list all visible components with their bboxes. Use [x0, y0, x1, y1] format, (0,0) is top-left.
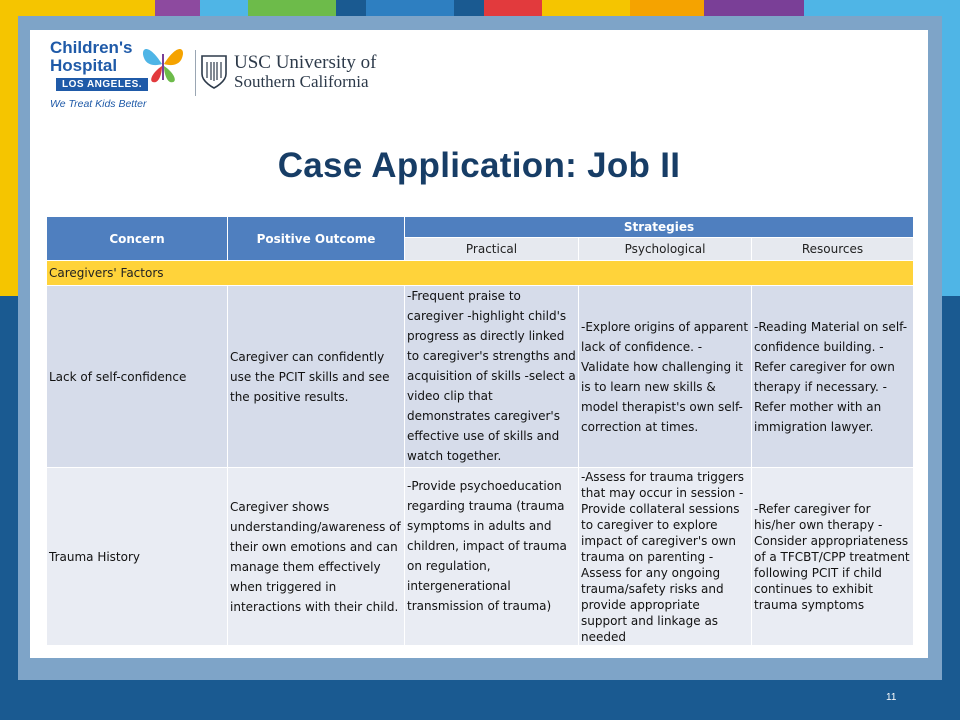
usc-logo	[200, 52, 400, 102]
cell-concern: Lack of self-confidence	[47, 286, 228, 468]
butterfly-icon	[138, 40, 188, 86]
slide-title: Case Application: Job II	[277, 146, 681, 185]
cell-practical: -Frequent praise to caregiver -highlight child's progress as directly linked to caregiver's strengths and acquisition of skills -select a video clip that demonstrates caregiver's effective use of skills and watch together.	[405, 286, 579, 468]
logo-divider	[195, 50, 196, 96]
usc-seal-icon	[200, 54, 228, 90]
usc-name-line2: Southern California	[234, 72, 369, 91]
chla-name-line2: Hospital	[50, 56, 118, 75]
left-accent-bar	[0, 16, 18, 296]
header-positive-outcome: Positive Outcome	[228, 217, 405, 261]
header-resources: Resources	[752, 238, 914, 261]
cell-outcome: Caregiver shows understanding/awareness of their own emotions and can manage them effectively when triggered in interactions with their child.	[228, 468, 405, 646]
header-psychological: Psychological	[579, 238, 752, 261]
chla-tagline: We Treat Kids Better	[50, 98, 147, 110]
chla-logo	[50, 36, 190, 116]
cell-concern: Trauma History	[47, 468, 228, 646]
header-concern: Concern	[47, 217, 228, 261]
cell-resources: -Refer caregiver for his/her own therapy -Consider appropriateness of a TFCBT/CPP treatment following PCIT if child continues to exhibit trauma symptoms	[752, 468, 914, 646]
cell-psychological: -Explore origins of apparent lack of confidence. -Validate how challenging it is to learn new skills & model therapist's own self-correction at times.	[579, 286, 752, 468]
cell-outcome: Caregiver can confidently use the PCIT skills and see the positive results.	[228, 286, 405, 468]
case-table	[46, 216, 914, 646]
header-practical: Practical	[405, 238, 579, 261]
page-number: 11	[886, 692, 897, 703]
table-row	[47, 286, 914, 468]
cell-psychological: -Assess for trauma triggers that may occur in session -Provide collateral sessions to caregiver to explore impact of caregiver's own trauma on parenting -Assess for any ongoing trauma/safety risks and provide appropriate support and linkage as needed	[579, 468, 752, 646]
usc-name-line1: USC University of	[234, 52, 377, 73]
cell-practical: -Provide psychoeducation regarding trauma (trauma symptoms in adults and children, impact of trauma on regulation, intergenerational transmission of trauma)	[405, 468, 579, 646]
category-row: Caregivers' Factors	[47, 261, 914, 286]
cell-resources: -Reading Material on self-confidence building. -Refer caregiver for own therapy if necessary. -Refer mother with an immigration lawyer.	[752, 286, 914, 468]
right-accent-bar	[942, 16, 960, 306]
table-row	[47, 468, 914, 646]
chla-city: LOS ANGELES.	[56, 78, 148, 91]
top-color-band	[0, 0, 960, 16]
chla-name-line1: Children's	[50, 38, 133, 57]
header-strategies: Strategies	[405, 217, 914, 238]
